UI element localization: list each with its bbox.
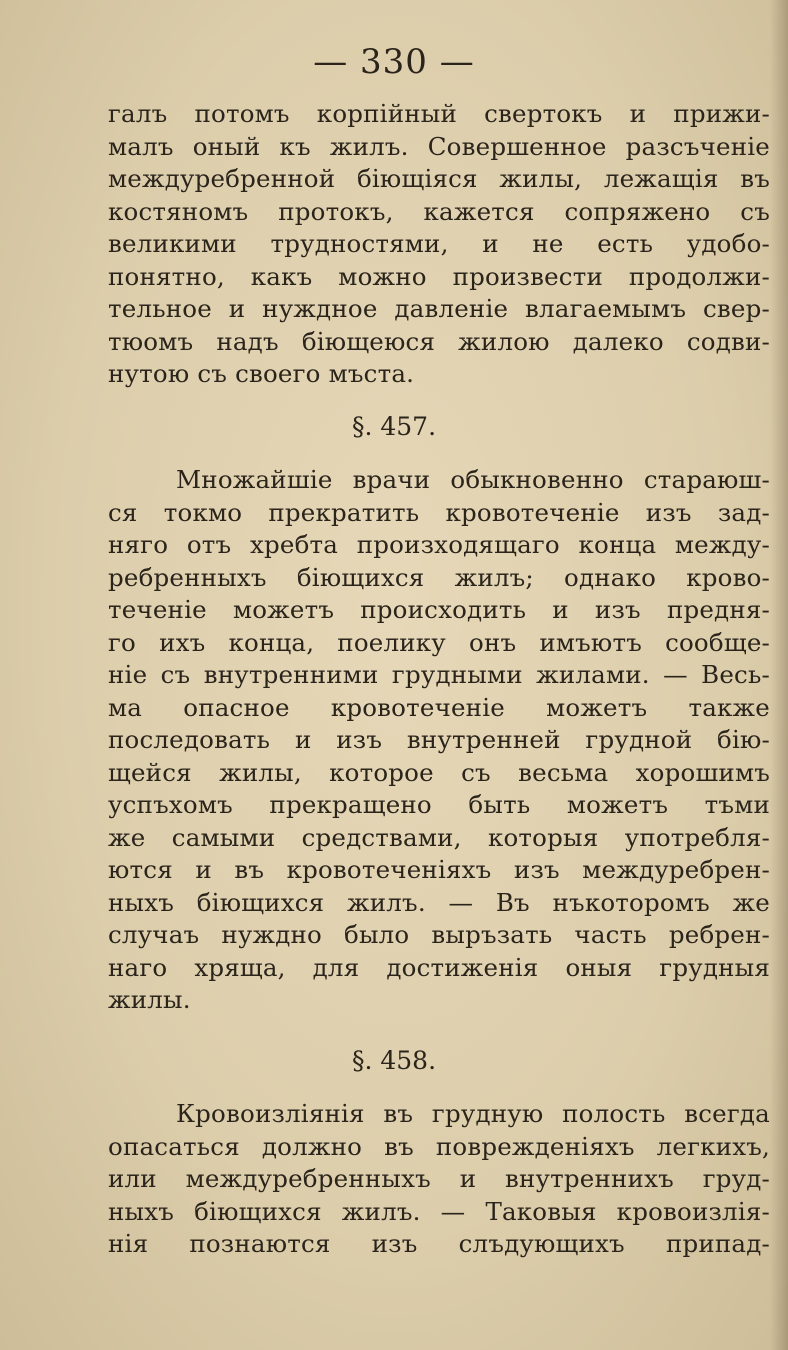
text-line: ются и въ кровотеченіяхъ изъ междуребрен- xyxy=(108,855,770,884)
text-line: нія познаются изъ слъдующихъ припад- xyxy=(108,1229,770,1258)
text-line: или междуребренныхъ и внутреннихъ груд- xyxy=(108,1164,770,1193)
text-line: ніе съ внутренними грудными жилами. — Весь- xyxy=(108,660,770,689)
text-line: жилы. xyxy=(108,985,191,1014)
paragraph-1 xyxy=(108,98,770,391)
page-number: — 330 — xyxy=(313,42,475,82)
text-line: костяномъ протокъ, кажется сопряжено съ xyxy=(108,196,770,226)
text-line: случаъ нуждно было выръзать часть ребрен- xyxy=(108,920,770,949)
text-line: же самыми средствами, которыя употребля- xyxy=(108,822,770,852)
text-line: го ихъ конца, поелику онъ имъютъ сообще- xyxy=(108,627,770,657)
text-line: Множайшіе врачи обыкновенно стараюш- xyxy=(176,465,770,494)
text-line: ныхъ біющихся жилъ. — Въ нъкоторомъ же xyxy=(108,887,770,917)
text-line: нутою съ своего мъста. xyxy=(108,359,415,388)
text-line: последовать и изъ внутренней грудной бію- xyxy=(108,725,770,754)
text-line: успъхомъ прекращено быть можетъ тъми xyxy=(108,790,770,819)
section-heading-457: §. 457. xyxy=(351,412,437,441)
text-line: ма опасное кровотеченіе можетъ также xyxy=(108,692,770,722)
paragraph-2 xyxy=(108,464,770,1017)
paragraph-3 xyxy=(108,1098,770,1261)
text-line: междуребренной біющіяся жилы, лежащія въ xyxy=(108,164,770,193)
text-line: ся токмо прекратить кровотеченіе изъ зад- xyxy=(108,497,770,527)
text-line: галъ потомъ корпійный свертокъ и прижи- xyxy=(108,99,770,128)
text-line: великими трудностями, и не есть удобо- xyxy=(108,229,770,258)
text-line: Кровоизліянія въ грудную полость всегда xyxy=(176,1099,770,1128)
text-line: опасаться должно въ поврежденіяхъ легкихъ, xyxy=(108,1131,770,1161)
text-line: наго хряща, для достиженія оныя грудныя xyxy=(108,952,770,982)
text-line: ныхъ біющихся жилъ. — Таковыя кровоизлія- xyxy=(108,1196,770,1226)
section-heading-458: §. 458. xyxy=(351,1046,437,1075)
text-line: няго отъ хребта произходящаго конца между- xyxy=(108,530,770,559)
page-edge-shadow xyxy=(770,0,788,1350)
text-line: тельное и нуждное давленіе влагаемымъ свер- xyxy=(108,294,770,323)
text-line: малъ оный къ жилъ. Совершенное разсъченіе xyxy=(108,131,770,161)
text-line: понятно, какъ можно произвести продолжи- xyxy=(108,261,770,291)
text-line: теченіе можетъ происходить и изъ предня- xyxy=(108,595,770,624)
text-line: тюомъ надъ біющеюся жилою далеко содви- xyxy=(108,326,770,356)
text-line: ребренныхъ біющихся жилъ; однако крово- xyxy=(108,562,770,592)
text-line: щейся жилы, которое съ весьма хорошимъ xyxy=(108,757,770,787)
